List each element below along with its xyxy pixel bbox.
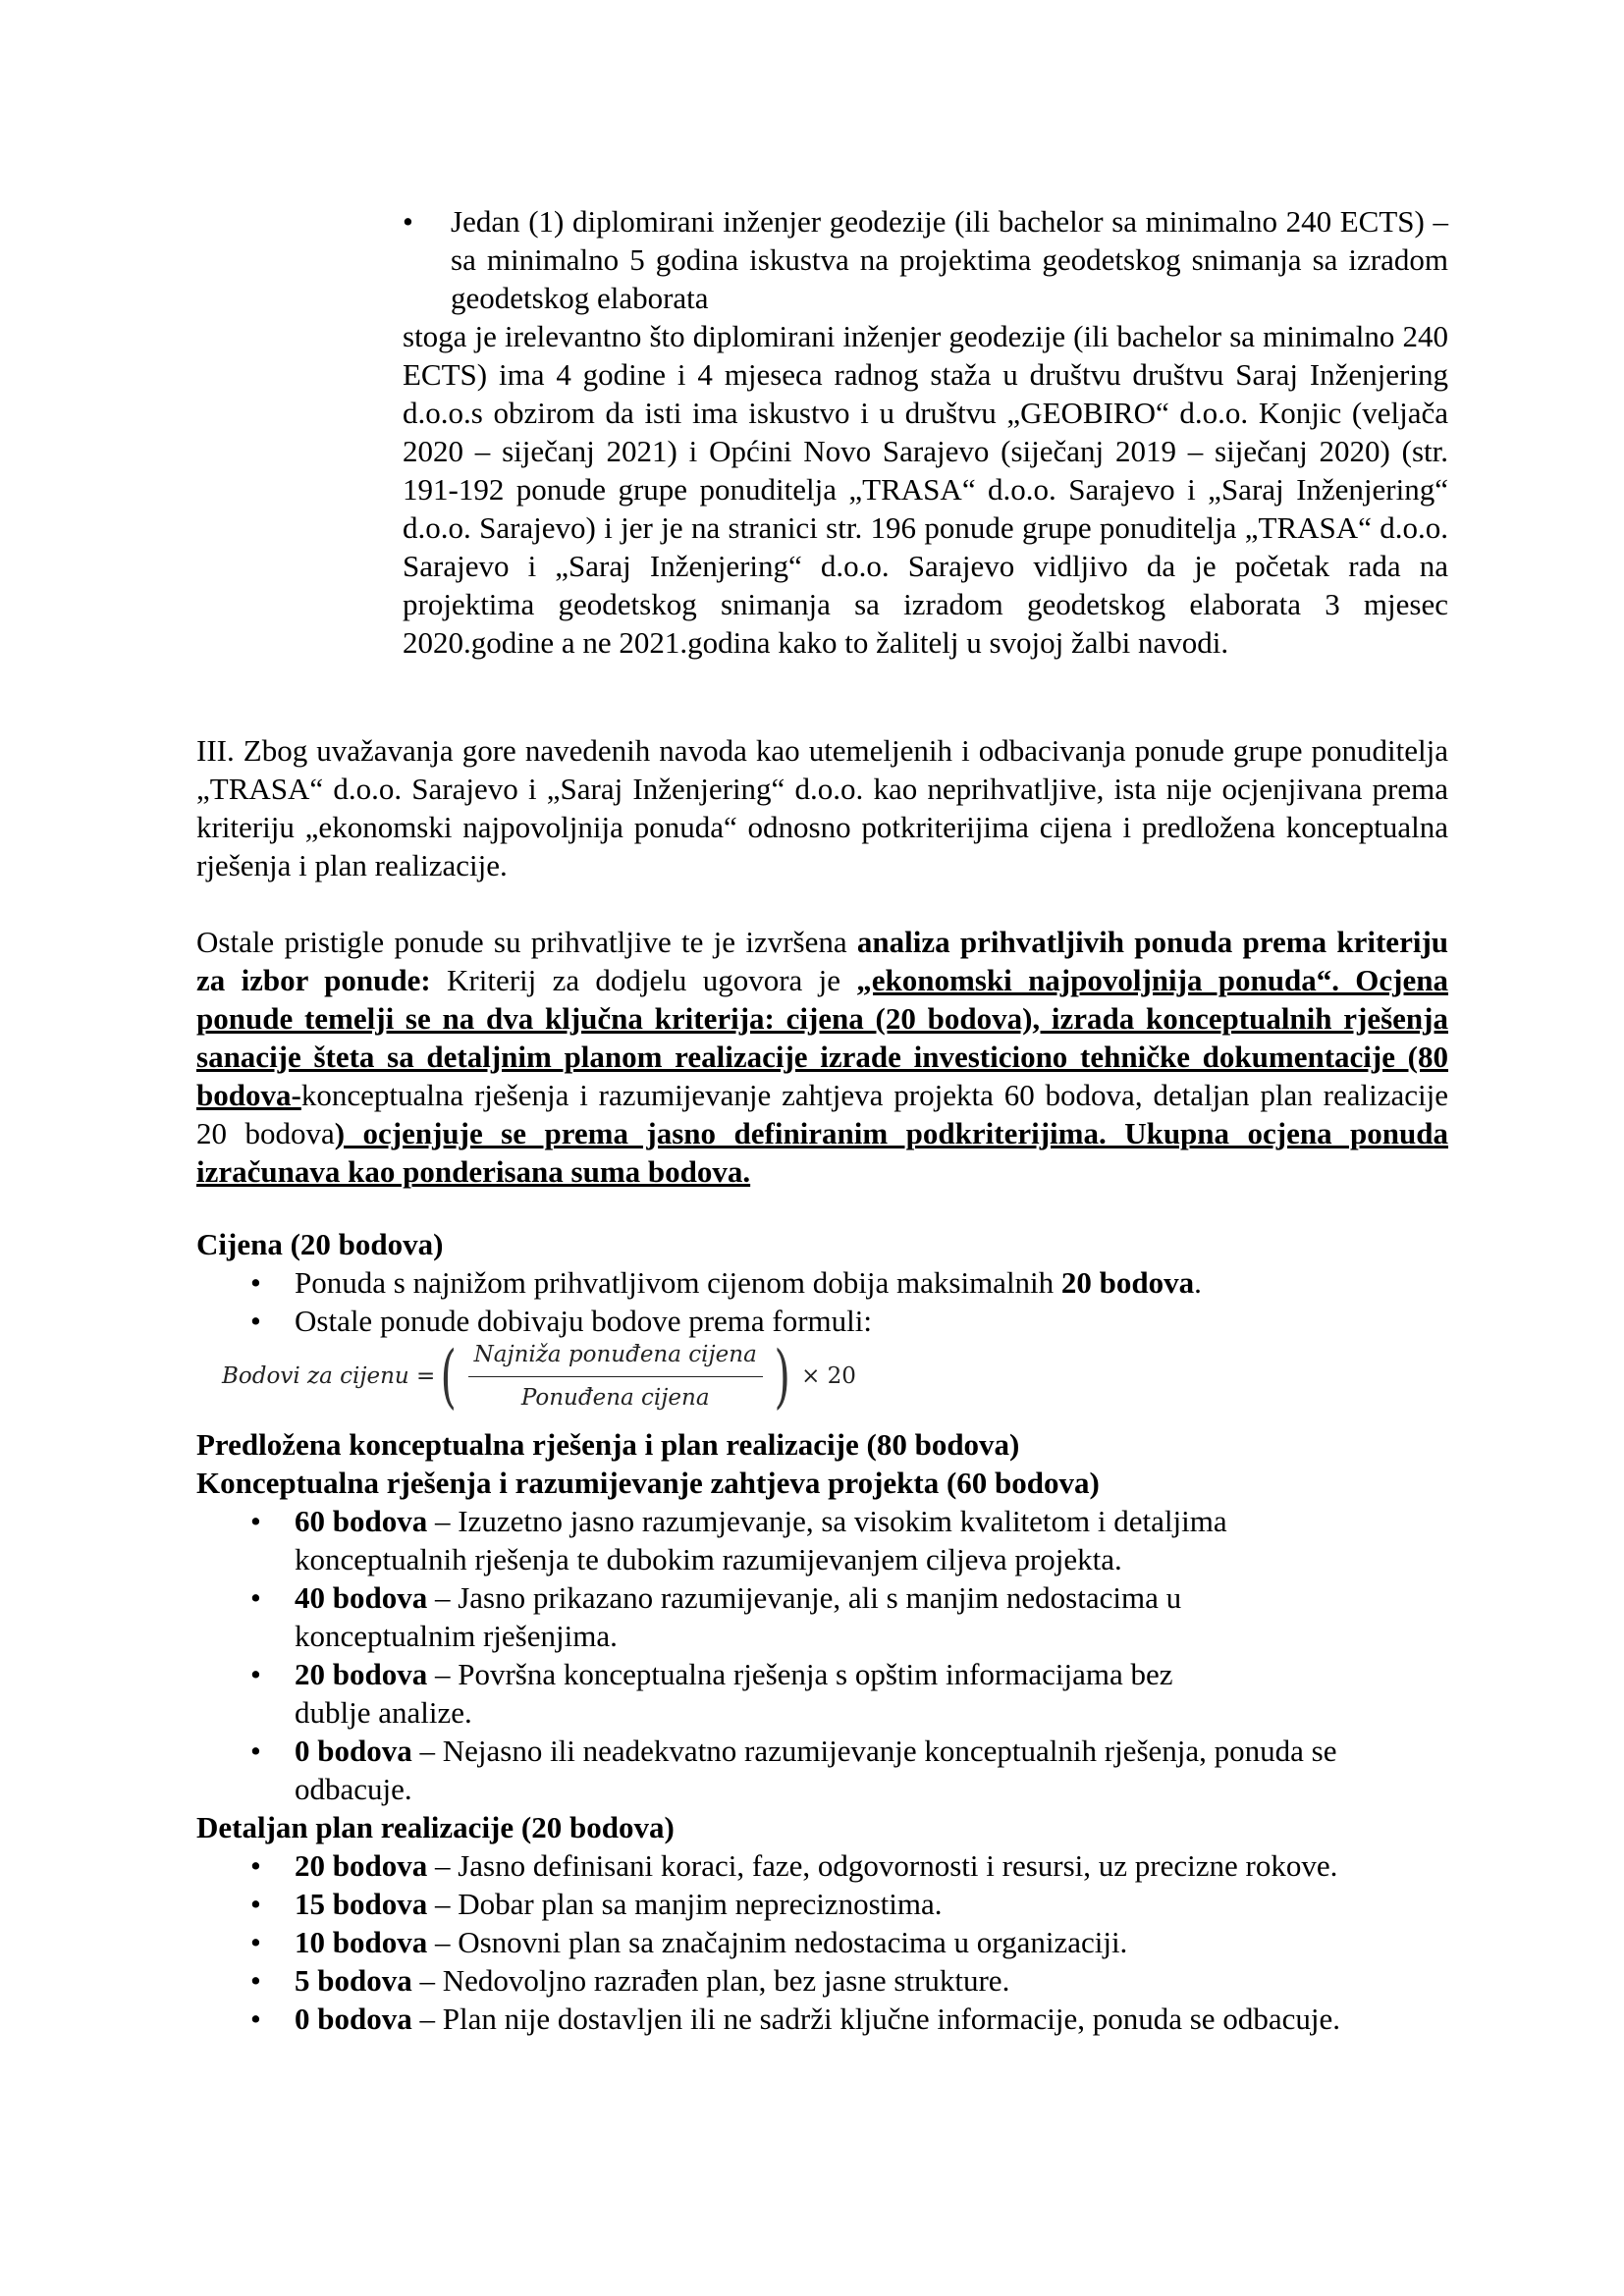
list-item: • 60 bodova – Izuzetno jasno razumjevanje, sa visokim kvalitetom i detaljima konceptualnih rješenja te dubokim razumijevanjem ciljeva projekta.	[250, 1504, 1227, 1576]
plan-list	[196, 1846, 1473, 2038]
list-item: • 20 bodova – Jasno definisani koraci, faze, odgovornosti i resursi, uz precizne rokove.	[250, 1848, 1338, 1883]
concept-heading-2: Konceptualna rješenja i razumijevanje zahtjeva projekta (60 bodova)	[196, 1466, 1100, 1500]
concept-list	[196, 1502, 1434, 1808]
top-bullet-text: Jedan (1) diplomirani inženjer geodezije (ili bachelor sa minimalno 240 ECTS) – sa minimalno 5 godina iskustva na projektima geodetskog snimanja sa izradom geodetskog elaborata	[451, 204, 1448, 315]
analysis-criterion: Kriterij za dodjelu ugovora je	[430, 963, 857, 997]
top-bullet	[403, 202, 1448, 317]
analysis-intro: Ostale pristigle ponude su prihvatljive te je izvršena	[196, 925, 857, 959]
list-item: • Ponuda s najnižom prihvatljivom cijenom dobija maksimalnih 20 bodova.	[250, 1265, 1202, 1300]
bullet-icon: •	[250, 1925, 261, 1959]
concept-heading-1: Predložena konceptualna rješenja i plan realizacije (80 bodova)	[196, 1427, 1020, 1462]
formula-lhs: Bodovi za cijenu =	[222, 1362, 436, 1389]
list-item: • 40 bodova – Jasno prikazano razumijevanje, ali s manjim nedostacima u konceptualnim rješenjima.	[250, 1580, 1182, 1653]
list-item: • 5 bodova – Nedovoljno razrađen plan, bez jasne strukture.	[250, 1963, 1010, 1998]
concept-section	[196, 1425, 1448, 1808]
price-formula	[222, 1337, 856, 1415]
list-item: • 0 bodova – Nejasno ili neadekvatno razumijevanje konceptualnih rješenja, ponuda se odbacuje.	[250, 1734, 1337, 1806]
bullet-icon: •	[250, 1504, 261, 1538]
bullet-icon: •	[250, 1304, 261, 1338]
section-iii	[196, 731, 1448, 884]
bullet-icon: •	[403, 204, 413, 239]
section-iii-text: III. Zbog uvažavanja gore navedenih navoda kao utemeljenih i odbacivanja ponude grupe ponuditelja „TRASA“ d.o.o. Sarajevo i „Saraj Inženjering“ d.o.o. kao neprihvatljive, ista nije ocjenjivana prema kriteriju „ekonomski najpovoljnija ponuda“ odnosno potkriterijima cijena i predložena konceptualna rješenja i plan realizacije.	[196, 733, 1448, 882]
continuation-text: stoga je irelevantno što diplomirani inženjer geodezije (ili bachelor sa minimalno 240 ECTS) ima 4 godine i 4 mjeseca radnog staža u društvu društvu Saraj Inženjering d.o.o.s obzirom da isti ima iskustvo i u društvu „GEOBIRO“ d.o.o. Konjic (veljača 2020 – siječanj 2021) i Općini Novo Sarajevo (siječanj 2019 – siječanj 2020) (str. 191-192 ponude grupe ponuditelja „TRASA“ d.o.o. Sarajevo i „Saraj Inženjering“ d.o.o. Sarajevo) i jer je na stranici str. 196 ponude grupe ponuditelja „TRASA“ d.o.o. Sarajevo i „Saraj Inženjering“ d.o.o. Sarajevo vidljivo da je početak rada na projektima geodetskog snimanja sa izradom geodetskog elaborata 3 mjesec 2020.godine a ne 2021.godina kako to žalitelj u svojoj žalbi navodi.	[403, 319, 1448, 660]
list-item: • 0 bodova – Plan nije dostavljen ili ne sadrži ključne informacije, ponuda se odbacuje.	[250, 2002, 1340, 2036]
plan-heading: Detaljan plan realizacije (20 bodova)	[196, 1810, 675, 1844]
formula-denominator: Ponuđena cijena	[520, 1384, 710, 1411]
formula-numerator: Najniža ponuđena cijena	[468, 1336, 763, 1377]
list-item: • 10 bodova – Osnovni plan sa značajnim nedostacima u organizaciji.	[250, 1925, 1128, 1959]
analysis-closing-underlined: ) ocjenjuje se prema jasno definiranim podkriterijima. Ukupna ocjena ponuda izračunava kao ponderisana suma bodova.	[196, 1116, 1448, 1189]
bullet-icon: •	[250, 2002, 261, 2036]
price-section	[196, 1225, 1448, 1340]
list-item: • 20 bodova – Površna konceptualna rješenja s opštim informacijama bez dublje analize.	[250, 1657, 1173, 1730]
formula-fraction	[468, 1336, 763, 1417]
continuation-paragraph	[403, 317, 1448, 662]
bullet-icon: •	[250, 1657, 261, 1691]
formula-multiplier: × 20	[801, 1362, 856, 1389]
bullet-icon: •	[250, 1734, 261, 1768]
bullet-icon: •	[250, 1848, 261, 1883]
plan-section	[196, 1808, 1473, 2038]
analysis-paragraph	[196, 923, 1448, 1191]
price-list	[196, 1263, 1448, 1340]
analysis-text	[196, 923, 1448, 1191]
price-heading: Cijena (20 bodova)	[196, 1227, 444, 1261]
bullet-icon: •	[250, 1580, 261, 1615]
bullet-icon: •	[250, 1963, 261, 1998]
bullet-icon: •	[250, 1265, 261, 1300]
list-item: • Ostale ponude dobivaju bodove prema formuli:	[250, 1304, 873, 1338]
analysis-intro-bold: analiza prihvatljivih ponuda prema kriteriju za izbor ponude:	[196, 925, 1449, 997]
analysis-criterion-underlined: „ekonomski najpovoljnija ponuda“. Ocjena ponude temelji se na dva ključna kriterija: cijena (20 bodova), izrada konceptualnih rješenja sanacije šteta sa detaljnim planom realizacije izrade investiciono tehničke dokumentacije (80 bodova-	[196, 963, 1449, 1112]
list-item: • 15 bodova – Dobar plan sa manjim nepreciznostima.	[250, 1887, 943, 1921]
analysis-sub: konceptualna rješenja i razumijevanje zahtjeva projekta 60 bodova, detaljan plan realizacije 20 bodova	[196, 1078, 1448, 1150]
bullet-icon: •	[250, 1887, 261, 1921]
right-paren-icon: )	[774, 1336, 790, 1416]
left-paren-icon: (	[440, 1336, 458, 1416]
